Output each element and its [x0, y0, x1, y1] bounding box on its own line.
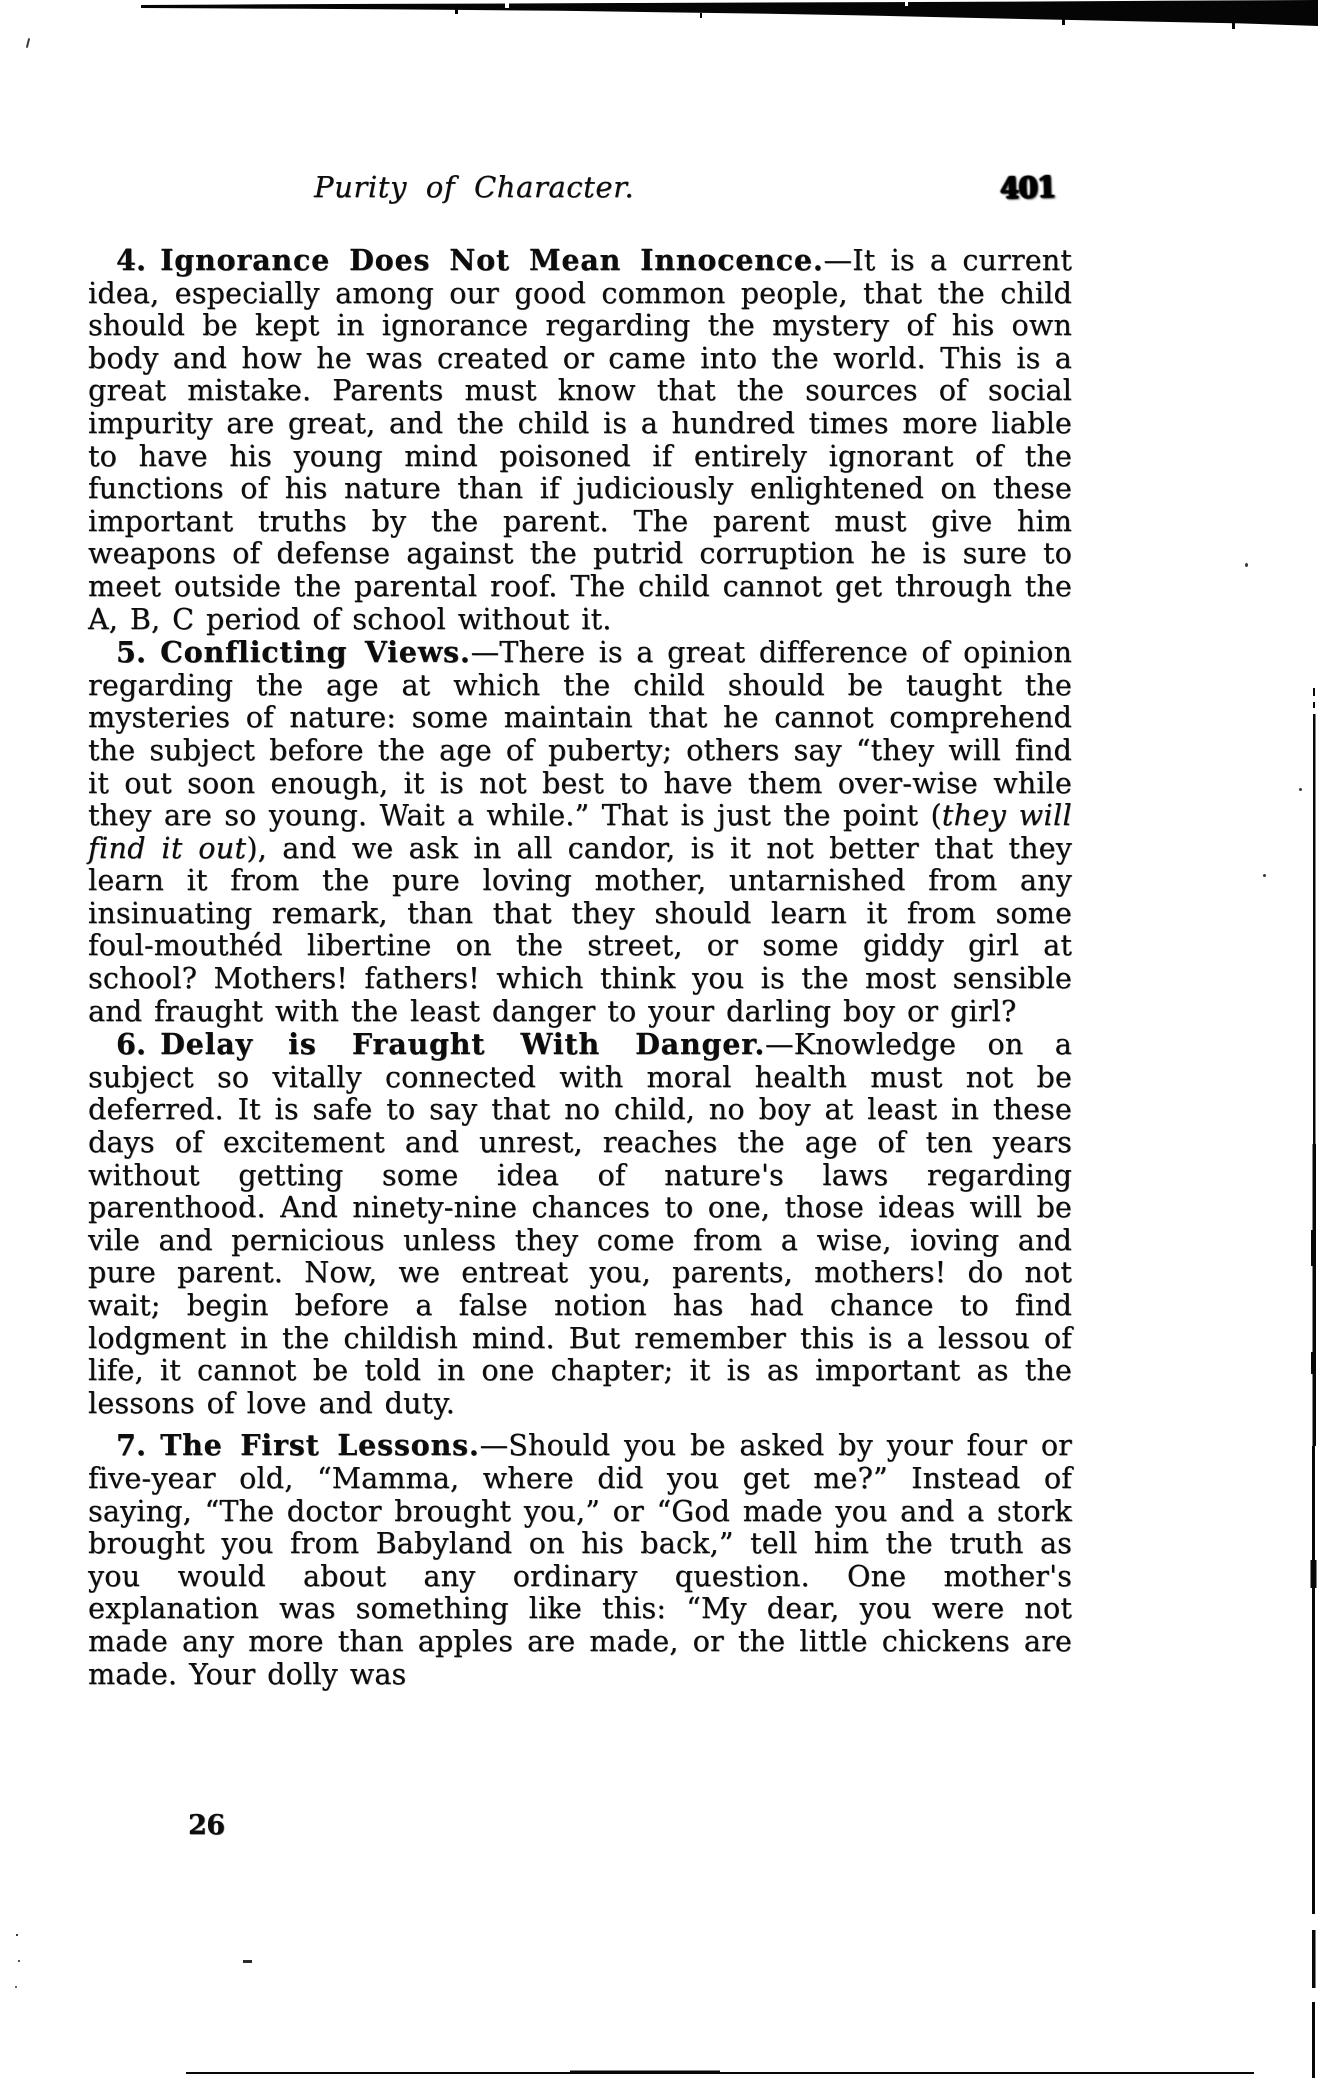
paragraph-5-text-continued: ), and we ask in all candor, is it not better that they learn it from the pure loving mother, untarnished from any insinuating remark, than that they should learn it from some foul-mouthéd libertine on the street, or some giddy girl at school? Mothers! fathers! which think you is the most sensible and fraught with the least danger to your darling boy or girl? [88, 831, 1072, 1028]
ink-speck [1299, 788, 1302, 791]
ink-speck [1245, 563, 1248, 567]
page-number: 401 [999, 169, 1056, 206]
paragraph-5 [88, 636, 1072, 1028]
ink-speck [243, 1960, 252, 1963]
paragraph-5-italic-phrase: they will find it out [88, 799, 1073, 865]
body-text-column [88, 244, 1072, 1691]
paragraph-7-number: 7. [116, 1428, 147, 1463]
paragraph-6-number: 6. [116, 1027, 147, 1062]
ink-speck [1263, 874, 1266, 877]
signature-mark: 26 [188, 1810, 225, 1841]
paragraph-7-text: —Should you be asked by your four or five-year old, “Mamma, where did you get me?” Instead of saying, “The doctor brought you,” or “God made you and a stork brought you from Babyland on his back,” tell him the truth as you would about any ordinary question. One mother's explanation was something like this: “My dear, you were not made any more than apples are made, or the little chickens are made. Your dolly was [88, 1429, 1072, 1691]
paragraph-6-heading: Delay is Fraught With Danger. [160, 1027, 766, 1062]
paragraph-5-number: 5. [116, 635, 147, 670]
paragraph-5-heading: Conflicting Views. [160, 635, 471, 670]
ink-speck [16, 1934, 18, 1936]
paragraph-4-text: —It is a current idea, especially among our good common people, that the child should be kept in ignorance regarding the mystery of his own body and how he was created or came into the world. This is a great mistake. Parents must know that the sources of social impurity are great, and the child is a hundred times more liable to have his young mind poisoned if entirely ignorant of the functions of his nature than if judiciously enlightened on these important truths by the parent. The parent must give him weapons of defense against the putrid corruption he is sure to meet outside the parental roof. The child cannot get through the A, B, C period of school without it. [88, 244, 1072, 636]
paragraph-4 [88, 244, 1072, 636]
paragraph-7 [88, 1429, 1072, 1691]
paragraph-7-heading: The First Lessons. [160, 1428, 480, 1463]
paragraph-5-text: —There is a great difference of opinion regarding the age at which the child should be taught the mysteries of nature: some maintain that he cannot comprehend the subject before the age of puberty; others say “they will find it out soon enough, it is not best to have them over-wise while they are so young. Wait a while.” That is just the point ( [88, 636, 1072, 833]
paragraph-6-text: —Knowledge on a subject so vitally connected with moral health must not be deferred. It is safe to say that no child, no boy at least in these days of excitement and unrest, reaches the age of ten years without getting some idea of nature's laws regarding parenthood. And ninety-nine chances to one, those ideas will be vile and pernicious unless they come from a wise, ioving and pure parent. Now, we entreat you, parents, mothers! do not wait; begin before a false notion has had chance to find lodgment in the childish mind. But remember this is a lessou of life, it cannot be told in one chapter; it is as important as the lessons of love and duty. [88, 1028, 1072, 1420]
paragraph-4-number: 4. [116, 243, 147, 277]
paragraph-4-heading: Ignorance Does Not Mean Innocence. [160, 243, 824, 277]
paragraph-6 [88, 1028, 1072, 1420]
running-header-title: Purity of Character. [314, 170, 635, 204]
